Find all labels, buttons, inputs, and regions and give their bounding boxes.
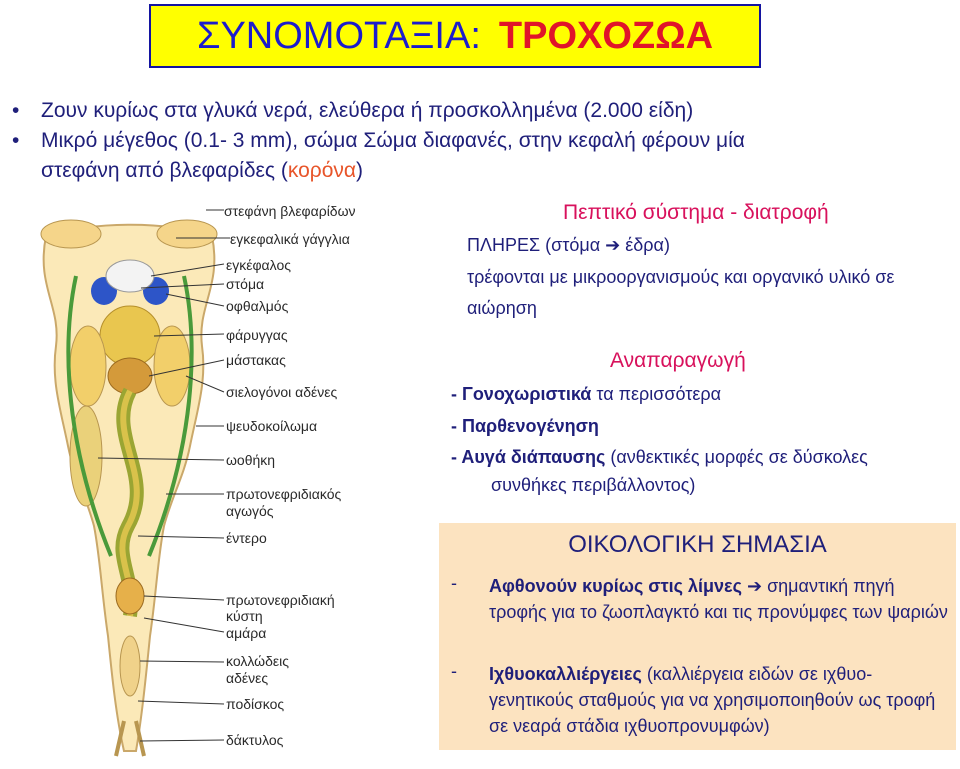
label-protonephridial-duct-1: πρωτονεφριδιακός: [226, 486, 342, 502]
rotifer-anatomy-figure: [16, 196, 379, 762]
title-banner: [149, 4, 761, 68]
ecology-item1-bold: Αφθονούν κυρίως στις λίμνες: [489, 576, 742, 596]
label-protonephridial-bladder-1: πρωτονεφριδιακή: [226, 592, 335, 608]
label-salivary-glands: σιελογόνοι αδένες: [226, 384, 338, 400]
bullet-size-line2-a: στεφάνη από βλεφαρίδες (: [41, 159, 288, 182]
ecology-dash-2: -: [451, 661, 457, 681]
reproduction-item3-rest: (ανθεκτικές μορφές σε δύσκολες: [605, 447, 868, 467]
reproduction-item1-rest: τα περισσότερα: [591, 384, 722, 404]
label-toe: δάκτυλος: [226, 732, 284, 748]
ecology-item-lakes: [489, 573, 949, 625]
label-pseudocoelom: ψευδοκοίλωμα: [226, 418, 318, 434]
ecology-title: ΟΙΚΟΛΟΓΙΚΗ ΣΗΜΑΣΙΑ: [568, 531, 827, 558]
label-brain: εγκέφαλος: [226, 257, 291, 273]
label-pharynx: φάρυγγας: [226, 327, 288, 343]
corona-term: κορόνα: [287, 159, 357, 182]
reproduction-item-gonochoristic: [451, 379, 721, 410]
bullet-habitat: [0, 96, 960, 126]
ecology-item2-bold: Ιχθυοκαλλιέργειες: [489, 664, 642, 684]
ecology-dash-1: -: [451, 573, 457, 593]
label-cloaca: αμάρα: [226, 625, 267, 641]
label-cerebral-ganglia: εγκεφαλικά γάγγλια: [230, 231, 350, 247]
title-part2: ΤΡΟΧΟΖΩΑ: [498, 14, 714, 57]
digestive-line2: τρέφονται με μικροοργανισμούς και οργανικό υλικό σε: [467, 267, 895, 287]
label-eye: οφθαλμός: [226, 298, 289, 314]
reproduction-item2-bold: - Παρθενογένηση: [451, 416, 599, 436]
bullet-size: [0, 126, 960, 186]
arrow-icon: ➔: [741, 576, 763, 596]
reproduction-item3-bold: - Αυγά διάπαυσης: [451, 447, 606, 467]
label-adhesive-glands-2: αδένες: [226, 670, 269, 686]
arrow-icon: ➔: [605, 235, 621, 255]
reproduction-item-diapause: [451, 443, 868, 499]
intro-bullets: [0, 96, 960, 186]
label-protonephridial-bladder-2: κύστη: [226, 608, 263, 624]
title-part1: ΣΥΝΟΜΟΤΑΞΙΑ:: [196, 14, 481, 57]
rotifer-illustration: [16, 196, 379, 762]
bullet-size-line2-b: ): [356, 159, 364, 182]
label-foot: ποδίσκος: [226, 696, 285, 712]
bullet-habitat-text: Ζουν κυρίως στα γλυκά νερά, ελεύθερα ή προσκολλημένα (2.000 είδη): [41, 99, 694, 122]
ecology-item1-rest: σημαντική πηγή τροφής για το ζωοπλαγκτό και τις προνύμφες των ψαριών: [489, 576, 948, 622]
ecology-item2-rest: (καλλιέργεια ειδών σε ιχθυο-γενητικούς σταθμούς για να χρησιμοποιηθούν ως τροφή σε νεαρά στάδια ιχθυοπρονυμφών): [489, 664, 936, 736]
reproduction-title: Αναπαραγωγή: [610, 349, 746, 372]
ecology-item-aquaculture: [489, 661, 949, 739]
reproduction-item3-line2: συνθήκες περιβάλλοντος): [491, 475, 696, 495]
label-corona-cilia: στεφάνη βλεφαρίδων: [224, 203, 356, 219]
label-intestine: έντερο: [226, 530, 267, 546]
label-protonephridial-duct-2: αγωγός: [226, 503, 274, 519]
label-adhesive-glands-1: κολλώδεις: [226, 653, 289, 669]
digestive-line1: [467, 230, 670, 261]
label-mastax: μάστακας: [226, 352, 286, 368]
bullet-size-text: Μικρό μέγεθος (0.1- 3 mm), σώμα Σώμα διαφανές, στην κεφαλή φέρουν μία: [41, 129, 745, 152]
digestive-title: Πεπτικό σύστημα - διατροφή: [563, 201, 829, 224]
label-ovary: ωοθήκη: [226, 452, 276, 468]
label-mouth: στόμα: [226, 276, 265, 292]
ecology-box: [439, 523, 956, 750]
reproduction-item1-bold: - Γονοχωριστικά: [451, 384, 592, 404]
digestive-line1-b: έδρα): [620, 235, 670, 255]
reproduction-item-parthenogenesis: [451, 411, 599, 442]
digestive-line3: αιώρηση: [467, 298, 537, 318]
digestive-line1-a: ΠΛΗΡΕΣ (στόμα: [467, 235, 606, 255]
